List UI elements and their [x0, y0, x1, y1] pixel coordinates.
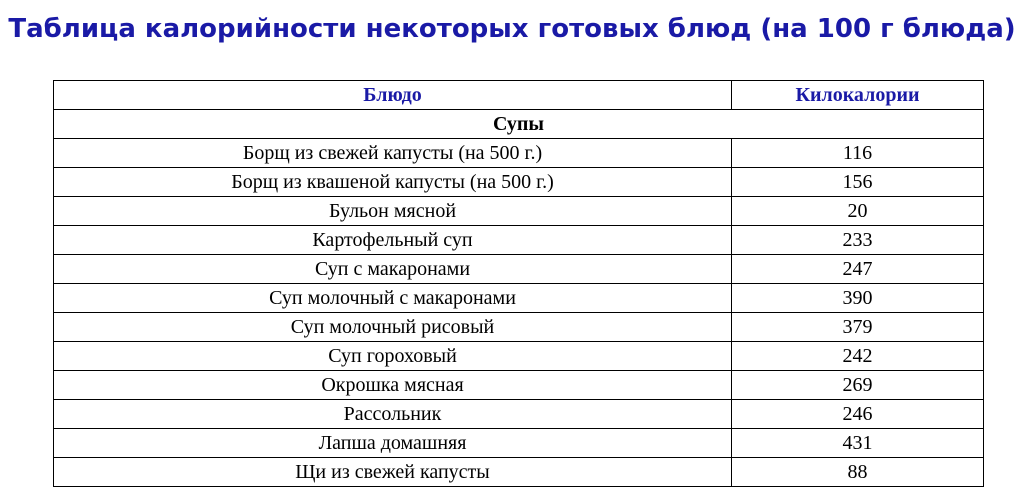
page-title: Таблица калорийности некоторых готовых блюд (на 100 г блюда) [8, 14, 1016, 44]
dish-cell: Окрошка мясная [54, 371, 732, 400]
table-row [54, 429, 984, 458]
kcal-cell: 242 [732, 342, 984, 371]
dish-cell: Суп молочный с макаронами [54, 284, 732, 313]
kcal-cell: 431 [732, 429, 984, 458]
table-row [54, 197, 984, 226]
dish-cell: Борщ из квашеной капусты (на 500 г.) [54, 168, 732, 197]
kcal-cell: 390 [732, 284, 984, 313]
section-title: Супы [54, 110, 984, 139]
dish-cell: Лапша домашняя [54, 429, 732, 458]
column-header-kcal: Килокалории [732, 81, 984, 110]
table-row [54, 313, 984, 342]
table-row [54, 226, 984, 255]
table-row [54, 371, 984, 400]
section-row [54, 110, 984, 139]
kcal-cell: 247 [732, 255, 984, 284]
dish-cell: Рассольник [54, 400, 732, 429]
calorie-table [53, 80, 984, 487]
table-header-row [54, 81, 984, 110]
dish-cell: Щи из свежей капусты [54, 458, 732, 487]
dish-cell: Бульон мясной [54, 197, 732, 226]
kcal-cell: 88 [732, 458, 984, 487]
table-row [54, 255, 984, 284]
kcal-cell: 233 [732, 226, 984, 255]
dish-cell: Картофельный суп [54, 226, 732, 255]
table-row [54, 284, 984, 313]
column-header-dish: Блюдо [54, 81, 732, 110]
kcal-cell: 269 [732, 371, 984, 400]
table-row [54, 400, 984, 429]
dish-cell: Суп гороховый [54, 342, 732, 371]
kcal-cell: 246 [732, 400, 984, 429]
table-row [54, 458, 984, 487]
table-body [54, 81, 984, 487]
dish-cell: Суп с макаронами [54, 255, 732, 284]
table-row [54, 139, 984, 168]
table-row [54, 342, 984, 371]
kcal-cell: 20 [732, 197, 984, 226]
kcal-cell: 116 [732, 139, 984, 168]
kcal-cell: 379 [732, 313, 984, 342]
dish-cell: Борщ из свежей капусты (на 500 г.) [54, 139, 732, 168]
table-row [54, 168, 984, 197]
dish-cell: Суп молочный рисовый [54, 313, 732, 342]
kcal-cell: 156 [732, 168, 984, 197]
